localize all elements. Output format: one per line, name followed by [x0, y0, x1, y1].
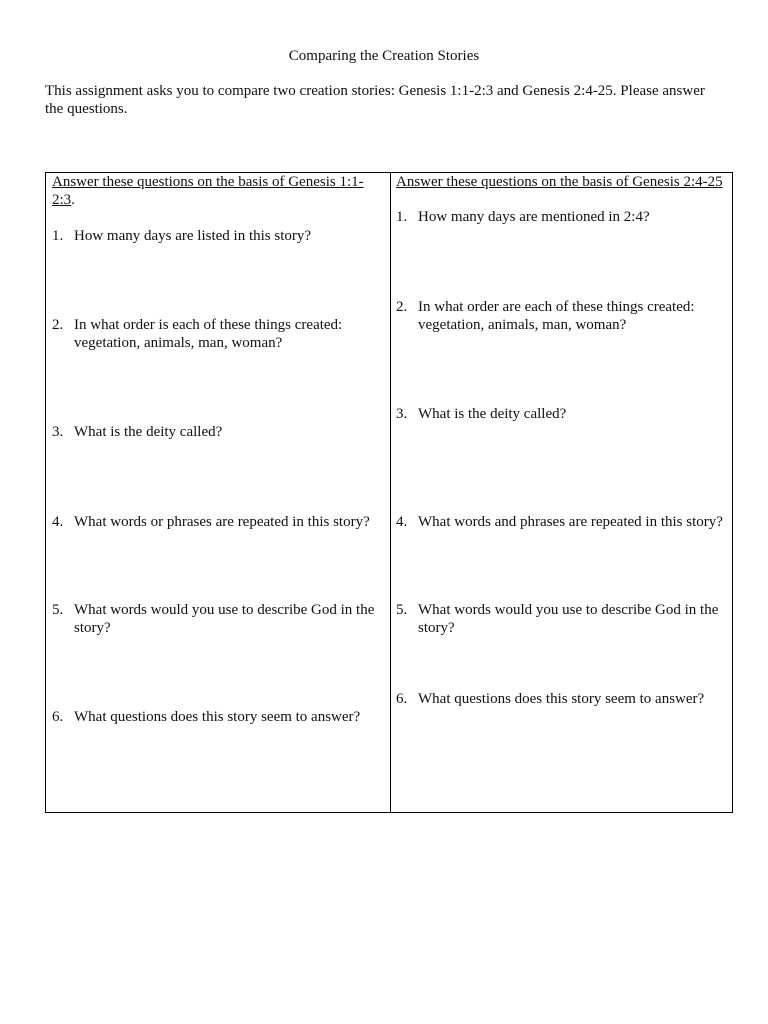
question-text: What questions does this story seem to answer? [418, 691, 705, 707]
question-text: What words or phrases are repeated in this story? [74, 514, 370, 530]
question-text: What words and phrases are repeated in this story? [418, 514, 723, 530]
left-column-heading [52, 173, 382, 209]
left-heading-underlined: Answer these questions on the basis of Genesis 1:1-2:3 [52, 174, 364, 208]
question-number: 3. [52, 424, 64, 440]
left-question-5 [52, 601, 382, 637]
left-question-2 [52, 316, 382, 352]
question-number: 3. [396, 406, 408, 422]
right-column [396, 173, 730, 812]
question-text: What questions does this story seem to answer? [74, 709, 361, 725]
right-question-4 [396, 513, 730, 531]
question-text: In what order is each of these things created: vegetation, animals, man, woman? [74, 317, 343, 351]
question-number: 2. [52, 317, 64, 333]
question-number: 2. [396, 299, 408, 315]
right-question-3 [396, 405, 730, 423]
right-question-6 [396, 690, 730, 708]
question-number: 4. [52, 514, 64, 530]
question-text: How many days are listed in this story? [74, 228, 312, 244]
left-question-6 [52, 708, 382, 726]
column-divider [390, 173, 391, 812]
question-text: What words would you use to describe God in the story? [74, 602, 375, 636]
assignment-intro: This assignment asks you to compare two creation stories: Genesis 1:1-2:3 and Genesis 2:4-25. Please answer the questions. [45, 83, 705, 117]
left-question-1 [52, 227, 382, 245]
question-number: 4. [396, 514, 408, 530]
question-number: 6. [52, 709, 64, 725]
question-text: What is the deity called? [418, 406, 567, 422]
question-number: 5. [396, 602, 408, 618]
left-question-4 [52, 513, 382, 531]
right-question-1 [396, 208, 730, 226]
left-column [52, 173, 382, 812]
question-text: In what order are each of these things created: vegetation, animals, man, woman? [418, 299, 695, 333]
question-text: How many days are mentioned in 2:4? [418, 209, 650, 225]
question-text: What is the deity called? [74, 424, 223, 440]
left-heading-suffix: . [71, 192, 75, 208]
right-question-2 [396, 298, 730, 334]
question-number: 5. [52, 602, 64, 618]
question-text: What words would you use to describe God in the story? [418, 602, 719, 636]
right-heading-underlined: Answer these questions on the basis of Genesis 2:4-25 [396, 174, 723, 190]
left-question-3 [52, 423, 382, 441]
right-question-5 [396, 601, 730, 637]
question-number: 1. [52, 228, 64, 244]
question-table [45, 172, 733, 813]
right-column-heading [396, 173, 730, 191]
document-title: Comparing the Creation Stories [288, 48, 480, 64]
question-number: 1. [396, 209, 408, 225]
question-number: 6. [396, 691, 408, 707]
